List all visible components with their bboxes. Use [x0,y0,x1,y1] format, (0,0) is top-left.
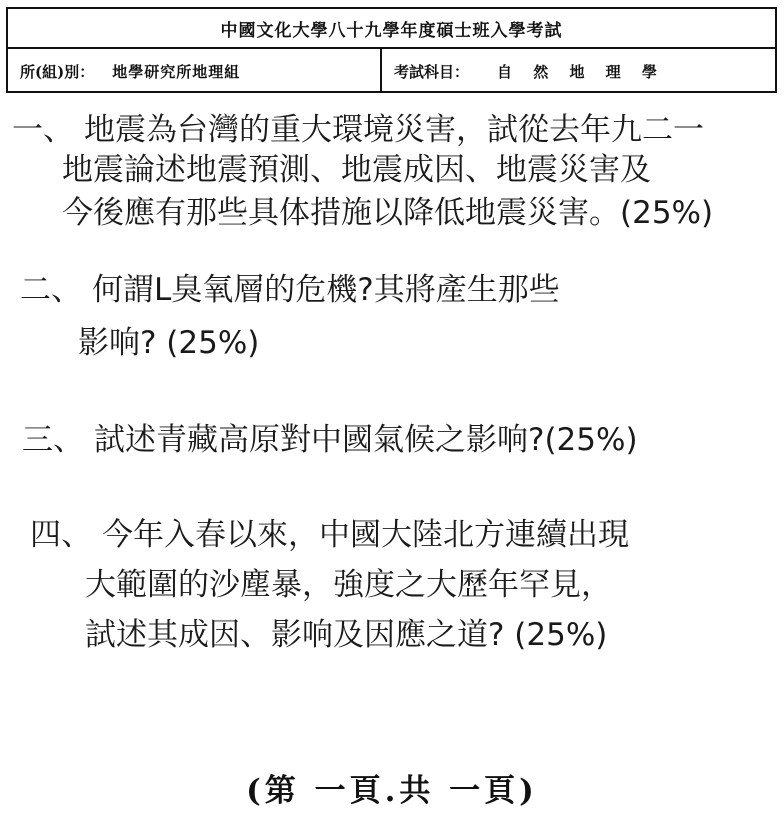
exam-header [6,7,777,93]
subject-cell [382,49,665,93]
question-line: 地震論述地震預測、地震成因、地震災害及 [62,152,651,188]
question-number: 四、 [30,517,92,553]
question-line: 今年入春以來，中國大陸北方連續出現 [102,517,629,553]
department-label: 所(組)別： [20,62,95,81]
question-line: 地震為台灣的重大環境災害，試從去年九二一 [84,112,704,148]
question-3 [22,420,638,460]
question-line: 影响? (25%) [78,325,260,361]
subject-label: 考試科目： [394,62,470,81]
department-cell [8,49,382,93]
page-footer: (第 一頁.共 一頁) [246,773,538,809]
exam-info-row [8,49,775,93]
subject-value: 自 然 地 理 學 [497,62,665,81]
exam-title: 中國文化大學八十九學年度碩士班入學考試 [8,9,775,49]
question-line: 大範圍的沙塵暴，強度之大歷年罕見， [85,567,612,603]
department-value: 地學研究所地理組 [112,62,241,81]
question-line: 今後應有那些具体措施以降低地震災害。(25%) [62,195,714,231]
question-1 [12,110,713,233]
question-number: 一、 [12,112,74,148]
question-number: 二、 [20,272,82,308]
question-2 [20,270,560,363]
question-number: 三、 [22,422,84,458]
question-line: 試述青藏高原對中國氣候之影响?(25%) [94,422,638,458]
question-line: 何謂L臭氧層的危機?其將產生那些 [92,272,560,308]
question-4 [30,515,629,655]
question-line: 試述其成因、影响及因應之道? (25%) [85,617,608,653]
